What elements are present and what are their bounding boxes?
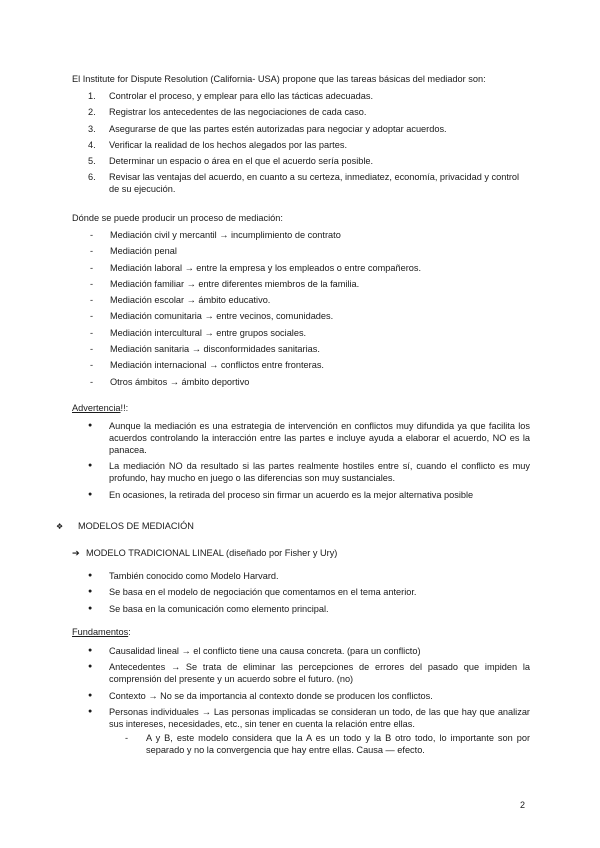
list-item [88,706,530,756]
bullet-icon: ● [88,707,93,715]
bullet-icon: ● [88,691,93,699]
fundamentos-label: Fundamentos [72,627,129,637]
list-item-text: Asegurarse de que las partes estén autorizadas para negociar y adoptar acuerdos. [109,123,447,134]
lineal-heading-text: MODELO TRADICIONAL LINEAL (diseñado por Fisher y Ury) [86,548,338,558]
list-number: 6. [88,172,96,183]
bullet-icon: ● [88,663,93,671]
bullet-icon: ● [88,572,93,579]
list-item [88,278,508,294]
page-number: 2 [520,800,526,810]
dash-marker: - [90,230,94,240]
list-item [88,661,530,685]
list-item [88,90,528,102]
list-item-text: Personas individuales → Las personas implicadas se consideran un todo, de las que hay que analizar sus intereses, necesidades, etc., sin tener en cuenta la relación entre ellas. [109,706,530,729]
list-item [88,376,508,392]
list-item-text: Revisar las ventajas del acuerdo, en cuanto a su certeza, inmediatez, economía, privacidad y control de su ejecución. [109,172,520,195]
list-item [88,359,508,375]
list-item-text: Se basa en la comunicación como elemento principal. [109,603,329,614]
list-item-text: Causalidad lineal → el conflicto tiene una causa concreta. (para un conflicto) [109,646,421,656]
intro-paragraph: El Institute for Dispute Resolution (California- USA) propone que las tareas básicas del mediador son: [72,74,486,84]
list-item [88,343,508,359]
list-item [88,420,530,456]
bullet-icon: ● [88,422,93,429]
warning-heading [72,403,128,413]
list-item [88,570,530,582]
list-item-text: Mediación comunitaria → entre vecinos, comunidades. [110,311,334,322]
warning-suffix: !!: [120,403,129,413]
list-item-text: Antecedentes → Se trata de eliminar las percepciones de errores del pasado que impiden la comprensión del presente y un acuerdo sobre el futuro. (no) [109,662,530,685]
list-item [88,460,530,484]
list-item-text: Se basa en el modelo de negociación que comentamos en el tema anterior. [109,587,417,598]
list-item [88,294,508,310]
list-item [88,327,508,343]
dash-marker: - [90,344,94,355]
warning-label: Advertencia [72,403,121,413]
bullet-icon: ● [88,647,93,654]
list-item-text: Registrar los antecedentes de las negociaciones de cada caso. [109,107,367,118]
dash-marker: - [125,732,129,743]
list-number: 1. [88,91,96,101]
fundamentos-list [88,645,530,760]
list-item-text: Mediación sanitaria → disconformidades sanitarias. [110,344,320,355]
models-heading-text: MODELOS DE MEDIACIÓN [78,521,194,531]
bullet-icon: ● [88,588,93,596]
fundamentos-heading [72,627,131,637]
dash-marker: - [90,311,94,322]
dash-marker: - [90,278,94,289]
bullet-icon: ● [88,604,93,612]
list-item [88,489,530,501]
dash-marker: - [90,327,94,338]
list-item-text: Mediación internacional → conflictos entre fronteras. [110,360,324,371]
list-item-text: Mediación escolar → ámbito educativo. [110,295,271,306]
lineal-points-list [88,570,530,619]
list-item-text: A y B, este modelo considera que la A es un todo y la B otro todo, lo importante son por separado y no la convergencia que hay entre ellas. Causa — efecto. [146,732,530,755]
list-item [88,171,528,195]
list-item [88,645,530,657]
dash-marker: - [90,376,94,387]
list-item [88,106,528,118]
dash-marker: - [90,246,94,257]
mediator-tasks-list [88,90,528,200]
warnings-list [88,420,530,505]
list-item-text: También conocido como Modelo Harvard. [109,571,279,581]
list-item-text: Controlar el proceso, y emplear para ello las tácticas adecuadas. [109,91,374,101]
list-item [125,732,530,756]
list-item [88,690,530,702]
list-number: 3. [88,123,96,134]
list-item-text: Mediación laboral → entre la empresa y los empleados o entre compañeros. [110,262,422,273]
list-item-text: Determinar un espacio o área en el que el acuerdo sería posible. [109,156,374,167]
list-item-text: Aunque la mediación es una estrategia de intervención en conflictos muy difundida ya que facilita los acuerdos controlando la interacción entre las partes e incluye ayuda a elaborar el acuerdo, NO es la panacea. [109,421,530,455]
list-item [88,123,528,135]
mediation-areas-list [88,229,508,392]
list-item [88,262,508,278]
list-item [88,155,528,167]
list-number: 4. [88,139,96,150]
fundamentos-suffix: : [128,627,131,637]
dash-marker: - [90,262,94,273]
list-item [88,139,528,151]
list-item [88,245,508,261]
list-item-text: Mediación civil y mercantil → incumplimiento de contrato [110,230,341,240]
list-item-text: La mediación NO da resultado si las partes realmente hostiles entre sí, cuando el conflicto es muy profundo, hay mucho en juego o las diferencias son muy sustanciales. [109,461,530,484]
fundamentos-sublist [125,732,530,756]
arrow-icon: ➔ [72,548,80,558]
diamond-icon: ❖ [56,522,64,531]
bullet-icon: ● [88,490,93,498]
list-item [88,603,530,615]
list-item-text: En ocasiones, la retirada del proceso sin firmar un acuerdo es la mejor alternativa posible [109,489,474,500]
list-item-text: Mediación intercultural → entre grupos sociales. [110,327,307,338]
where-heading: Dónde se puede producir un proceso de mediación: [72,213,283,223]
lineal-model-heading [72,548,337,559]
list-item [88,229,508,245]
list-item-text: Contexto → No se da importancia al contexto donde se producen los conflictos. [109,690,433,701]
list-item [88,310,508,326]
list-item-text: Otros ámbitos → ámbito deportivo [110,376,250,387]
list-item [88,586,530,598]
dash-marker: - [90,295,94,306]
dash-marker: - [90,360,94,371]
list-item-text: Mediación familiar → entre diferentes miembros de la familia. [110,278,360,289]
list-number: 2. [88,107,96,118]
bullet-icon: ● [88,462,93,470]
models-heading [56,521,194,531]
list-item-text: Mediación penal [110,246,177,257]
list-number: 5. [88,156,96,167]
list-item-text: Verificar la realidad de los hechos alegados por las partes. [109,139,347,150]
